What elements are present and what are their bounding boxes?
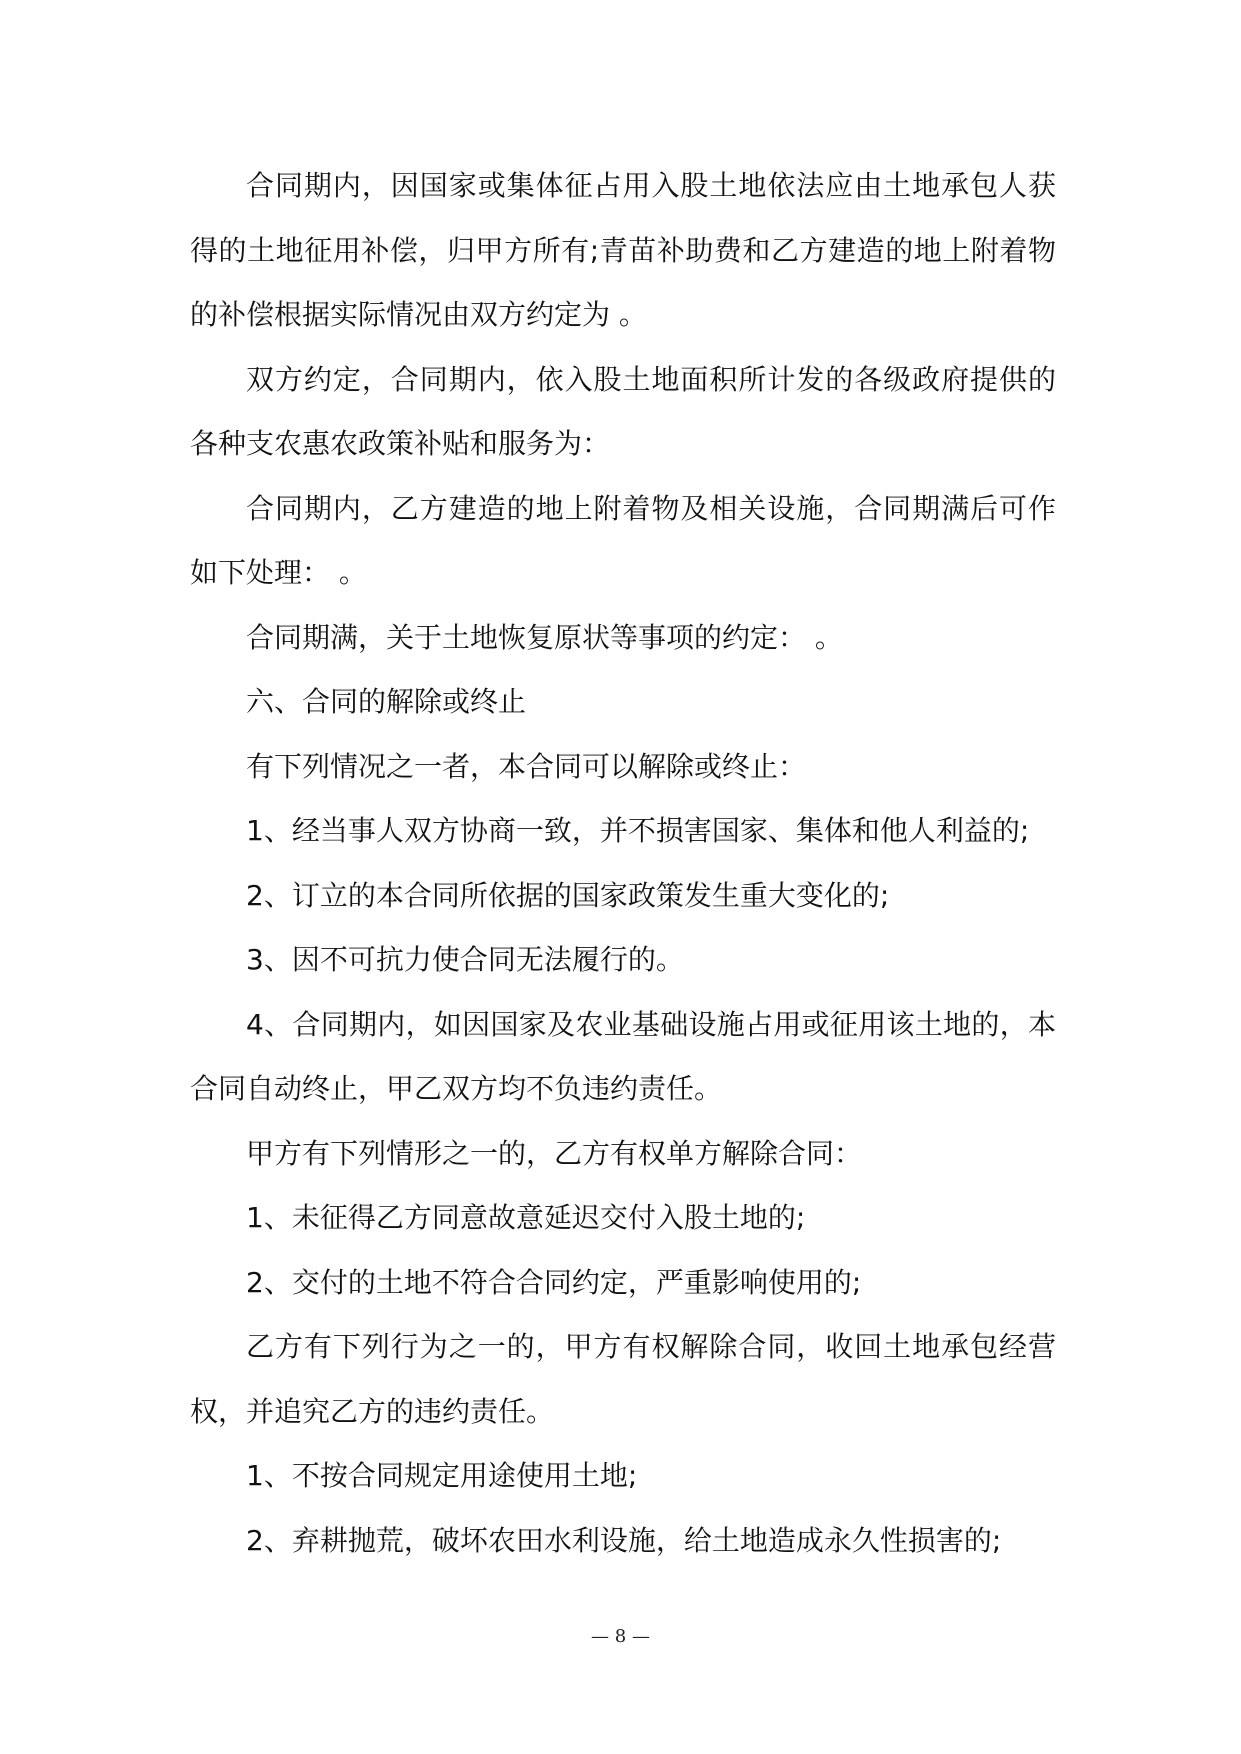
list-item-party-b-1: 1、不按合同规定用途使用土地; [246,1459,638,1492]
list-item-termination-4: 4、合同期内，如因国家及农业基础设施占用或征用该土地的，本合同自动终止，甲乙双方均不负违约责任。 [190,1007,1056,1105]
list-item-termination-3: 3、因不可抗力使合同无法履行的。 [246,943,684,976]
paragraph-land-compensation: 合同期内，因国家或集体征占用入股土地依法应由土地承包人获得的土地征用补偿，归甲方所有;青苗补助费和乙方建造的地上附着物的补偿根据实际情况由双方约定为 。 [190,169,1056,331]
paragraph-land-restoration: 合同期满，关于土地恢复原状等事项的约定： 。 [246,620,843,654]
list-item-party-b-2: 2、弃耕抛荒，破坏农田水利设施，给土地造成永久性损害的; [246,1523,1002,1557]
list-item-party-a-1: 1、未征得乙方同意故意延迟交付入股土地的; [246,1201,806,1234]
paragraph-termination-conditions: 有下列情况之一者，本合同可以解除或终止： [246,749,807,783]
list-item-termination-2: 2、订立的本合同所依据的国家政策发生重大变化的; [246,878,890,912]
page-number: — 8 — [591,1626,650,1647]
section-heading-termination: 六、合同的解除或终止 [246,685,527,718]
paragraph-party-b-breach: 乙方有下列行为之一的，甲方有权解除合同，收回土地承包经营权，并追究乙方的违约责任。 [190,1330,1056,1428]
paragraph-party-a-breach: 甲方有下列情形之一的，乙方有权单方解除合同： [246,1136,863,1170]
paragraph-policy-subsidies: 双方约定，合同期内，依入股土地面积所计发的各级政府提供的各种支农惠农政策补贴和服务为： [190,362,1056,460]
document-body [190,154,1056,1573]
list-item-party-a-2: 2、交付的土地不符合合同约定，严重影响使用的; [246,1265,862,1299]
paragraph-attachments-handling: 合同期内，乙方建造的地上附着物及相关设施，合同期满后可作如下处理： 。 [190,491,1056,589]
list-item-termination-1: 1、经当事人双方协商一致，并不损害国家、集体和他人利益的; [246,814,1030,847]
